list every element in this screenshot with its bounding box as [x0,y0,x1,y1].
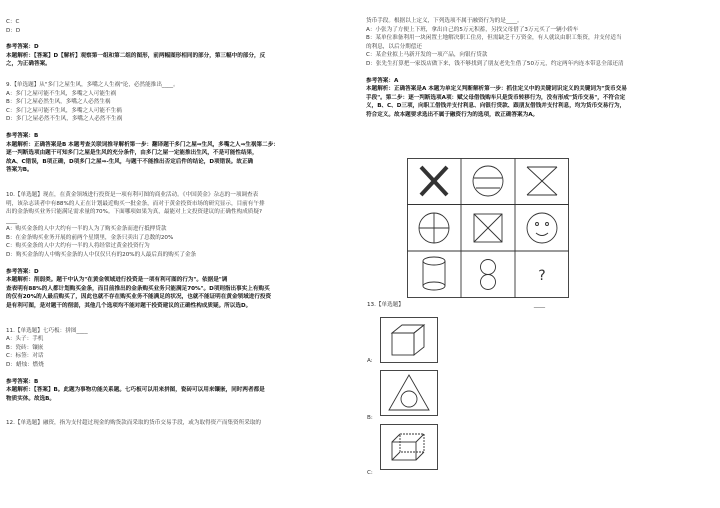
q13-label: 13.【单选题】 [367,302,404,308]
wireframe-cube-shape [392,434,424,460]
q9-explanation-line: 本题解析：正确答案是B 本题考查关联词推导解析第一步：翻译题干多门之屋⇒生风，多嘴之人⇒生祸第二步： [6,141,279,148]
q11-explanation-line: 本题解析：【答案】B。此题为事物功能关系题。七巧板可以用来拼图，瓷砖可以用来镶嵌，同时两者都是 [6,387,265,394]
circle-with-chords-shape [473,166,503,196]
q13-stem [367,300,545,308]
option-frame [381,318,438,363]
q9-answer: 参考答案：B [6,132,39,139]
square-with-x-shape [474,214,502,242]
crosshair-circle-shape [419,213,449,243]
q10-option-a: A：购买金条的人中大约有一半的人为了购买金条而进行抵押贷款 [6,226,167,233]
q9-option-c: C：多门之屋可能不生风，多嘴之人可能不生祸 [6,107,122,114]
cube-shape [392,325,424,355]
q11-option-a: A：头子：手机 [6,336,44,343]
q11-stem: 11.【单选题】七巧板：拼图____ [6,327,88,334]
q12-explanation-line: 义，B、C、D三项，向职工借钱并支付利息、向银行贷款、跟朋友借钱并支付利息，均为货币交易行为， [366,103,626,110]
q12-explanation-line: 手段"。第二步：逐一判断选项A项：赋父母借钱购车只是货币转移行为，没有形成"货币交易"，不符合定 [366,94,626,101]
q9-explanation-line: 答案为B。 [6,167,33,174]
q12-option-b-cont: 的利息，以后分期偿还 [366,43,422,50]
q12-option-d: D：张先生打算把一家饭店做下来，钱不够找到了朋友老先生借了50万元，约定两年内连本带息全部还清 [366,60,624,67]
cylinder-shape [423,257,445,290]
q10-stem-line: 明，该杂志读者中有88%的人正在计划最近购买一批金条，而对于黄金投资市场的研究显示，目前有午排 [6,200,265,207]
q9-option-a: A：多门之屋可能不生风，多嘴之人可能生祸 [6,90,117,97]
q8-explanation-line: 本题解析：【答案】D【解析】观察第一组和第二组的图形，前两幅图形相同的部分，第三幅中的部分，反 [6,52,266,59]
q10-stem-line: 10.【单选题】现在，在黄金领域进行投资是一项有利可图的商业活动。《中国黄金》杂志的一项调查表 [6,191,259,198]
option-frame [381,425,438,470]
q10-explanation-line: 查表明有88%的人都计划购买金条，而目前推出的金条购买业务只能满足70%"。D项则指出事实上有购买 [6,285,270,292]
triangle-with-circle-shape [389,375,429,410]
option-frame [381,371,438,416]
q13-blank: ____ [533,302,546,308]
q10-option-d: D：购买金条的人中购买金条的人中仅仅只有的20%的人最后真的购买了金条 [6,252,197,259]
q12-answer: 参考答案：A [366,77,399,84]
figure-grid [407,158,569,298]
option-b-label: B: [367,415,373,421]
cross-shape [421,167,447,195]
q10-option-c: C：购买金条的人中大约有一半的人将经常过黄金投资行为 [6,243,150,250]
q11-explanation-line: 物质实体。故选B。 [6,395,56,402]
q10-explanation-line: 的仅有20%的人最后购买了，因此也就不存在购买业务不能满足的状况，也就不能证明在黄金领域进行投资 [6,294,272,301]
right-column [366,0,714,120]
q12-explanation-line: 符合定义。故本题要求选出不属于融资行为的选项，故正确答案为A。 [366,111,539,118]
q12-stem-line: 12.【单选题】融资，指为支付超过现金的购货款而采取的货币交易手段，或为取得资产而集资所采取的 [6,420,262,427]
option-d: D：D [6,27,21,34]
q10-explanation-line: 是有利可图，是对题干的削弱，其他几个选项均不能对题干投资建议的正确性构成质疑。所以选D。 [6,303,252,310]
q12-stem-continued: 货币手段。根据以上定义，下列选项不属于融资行为的是____。 [366,18,523,24]
figure-eight-shape [481,260,496,290]
q9-explanation-line: 故A、C错误，B项正确，D项多门之屋⇒-生风，与题干不能推出否定后件的结论，D项错误。故正确 [6,158,254,165]
left-column [6,0,358,428]
hourglass-shape [527,167,557,195]
q11-option-c: C：标签：对话 [6,353,44,360]
q9-explanation-line: 逐一判断选项由题干可知多门之屋是生风的充分条件，由多门之屋一定能推出生风，不是可能性结果， [6,150,258,157]
q11-option-d: D：蜡烛：燃烧 [6,362,44,368]
q9-option-b: B：多门之屋必然生风，多嘴之人必然生祸 [6,99,111,106]
q9-stem: 9.【单选题】从"多门之屋生风，多嘴之人生祸"论，必然能推出____。 [6,81,179,88]
q10-option-b: B：在金条购买业务开展的前两个星期里，金条只卖出了总数的20% [6,234,174,241]
option-a-figure [380,317,438,363]
q10-answer: 参考答案：D [6,268,39,275]
q9-option-d: D：多门之屋必然不生风，多嘴之人必然不生祸 [6,116,123,123]
question-mark: ? [538,268,546,284]
q12-option-c: C：某企业拟上马新开发的一项产品，向银行贷款 [366,52,488,59]
q12-explanation-line: 本题解析：正确答案是A 本题为单定义判断解析第一步：抓住定义中的关键词识定义的关键词为"货币交易 [366,86,627,93]
option-a-label: A: [367,358,373,364]
q11-option-b: B：瓷砖：镶嵌 [6,344,44,351]
q10-stem-line: 出的金条购买业务只能满足需求量的70%。下面哪项如果为真，最能对上文投资建议的正确性构成质疑? [6,209,262,216]
smiley-face-shape [527,213,557,243]
option-b-figure [380,370,438,416]
q8-answer: 参考答案：D [6,44,39,51]
q12-option-b: B：某单位准备利用一块闲置土地解决职工住房，但需缺乏千万资金，有人就议由职工集资，并支付适当 [366,35,622,42]
q12-option-a: A：小张为了方便上下班，拿出自己的5万元积蓄，另找父母借了3万元买了一辆小轿车 [366,26,579,33]
q10-stem-line: ____ [6,217,18,224]
q10-explanation-line: 本题解析：削弱类。题干中认为"在黄金领域进行投资是一项有利可图的行为"。依据是"调 [6,277,228,284]
q11-answer: 参考答案：B [6,378,39,385]
option-c: C：C [6,19,20,25]
option-c-figure [380,424,438,470]
option-c-label: C: [367,470,373,476]
q8-explanation-line: 之，为正确答案。 [6,61,51,68]
